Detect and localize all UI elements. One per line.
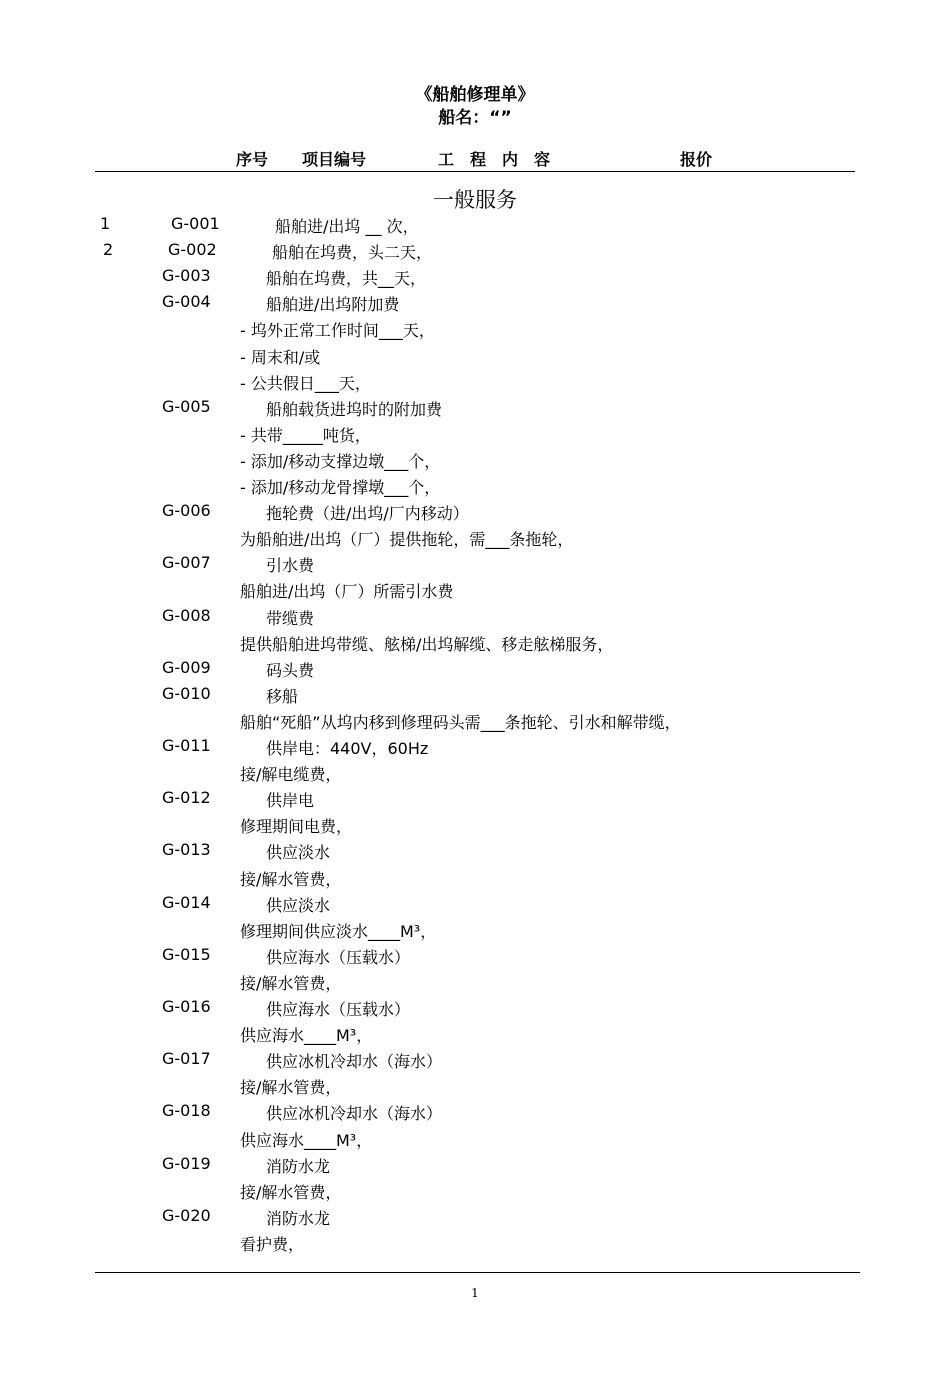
item-code: G-020	[162, 1205, 211, 1225]
list-item	[0, 214, 950, 240]
list-item	[0, 632, 950, 658]
list-item	[0, 762, 950, 788]
list-item	[0, 1180, 950, 1206]
item-description: - 添加/移动支撑边墩___个，	[240, 451, 441, 471]
list-item	[0, 814, 950, 840]
list-item	[0, 840, 950, 866]
list-item	[0, 684, 950, 710]
item-code: G-012	[162, 788, 211, 808]
item-code: G-005	[162, 396, 211, 416]
header-rule	[95, 171, 855, 172]
list-item	[0, 919, 950, 945]
item-code: G-001	[171, 214, 220, 233]
item-code: G-006	[162, 501, 211, 521]
item-name: 船舶在坞费，共__天，	[266, 269, 427, 289]
list-item	[0, 1154, 950, 1180]
item-code: G-009	[162, 657, 211, 677]
footer-rule	[95, 1272, 860, 1273]
list-item	[0, 266, 950, 292]
list-item	[0, 345, 950, 371]
item-code: G-018	[162, 1101, 211, 1121]
item-description: 修理期间供应淡水____M³，	[240, 921, 437, 941]
item-description: - 共带_____吨货，	[240, 425, 371, 445]
item-code: G-011	[162, 736, 211, 755]
list-item	[0, 501, 950, 527]
item-code: G-002	[168, 240, 217, 260]
item-code: G-017	[162, 1049, 211, 1069]
item-name: 船舶载货进坞时的附加费	[266, 399, 443, 419]
list-item	[0, 449, 950, 475]
list-item	[0, 1049, 950, 1075]
list-item	[0, 606, 950, 632]
item-code: G-010	[162, 683, 211, 703]
item-seq: 2	[103, 240, 114, 260]
list-item	[0, 1128, 950, 1154]
list-item	[0, 423, 950, 449]
item-code: G-014	[162, 892, 211, 912]
list-item	[0, 710, 950, 736]
section-title: 一般服务	[433, 188, 517, 212]
item-name: 供应海水（压载水）	[266, 1000, 411, 1019]
item-code: G-015	[162, 944, 211, 964]
item-description: 修理期间电费，	[240, 817, 353, 837]
header-item-code: 项目编号	[302, 150, 367, 169]
item-name: 供岸电：440V，60Hz	[266, 739, 429, 758]
item-description: 看护费，	[240, 1234, 305, 1254]
item-description: 船舶进/出坞（厂）所需引水费	[240, 582, 454, 602]
list-item	[0, 893, 950, 919]
header-price: 报价	[680, 150, 713, 169]
item-code: G-007	[162, 553, 211, 573]
list-item	[0, 240, 950, 266]
list-item	[0, 997, 950, 1023]
item-name: 消防水龙	[266, 1156, 331, 1176]
item-seq: 1	[100, 214, 111, 233]
ship-name: 船名：“”	[438, 108, 512, 128]
item-description: 接/解水管费，	[240, 1078, 342, 1098]
item-code: G-008	[162, 605, 211, 625]
list-item	[0, 658, 950, 684]
list-item	[0, 945, 950, 971]
item-description: - 周末和/或	[240, 347, 321, 367]
item-description: 接/解水管费，	[240, 869, 342, 889]
item-description: 接/解水管费，	[240, 973, 342, 993]
list-item	[0, 1101, 950, 1127]
item-description: 供应海水____M³，	[240, 1026, 373, 1046]
list-item	[0, 527, 950, 553]
item-description: - 公共假日___天，	[240, 373, 371, 393]
item-name: 供应海水（压载水）	[266, 947, 411, 967]
list-item	[0, 318, 950, 344]
item-name: 供应淡水	[266, 895, 331, 915]
list-item	[0, 788, 950, 814]
item-description: 为船舶进/出坞（厂）提供拖轮，需___条拖轮，	[240, 530, 574, 550]
item-code: G-019	[162, 1153, 211, 1173]
item-description: - 坞外正常工作时间___天，	[240, 321, 435, 341]
list-item	[0, 475, 950, 501]
item-description: - 添加/移动龙骨撑墩___个，	[240, 478, 441, 497]
list-item	[0, 1075, 950, 1101]
header-content: 工 程 内 容	[438, 150, 551, 169]
item-name: 供应冰机冷却水（海水）	[266, 1104, 443, 1124]
item-description: 提供船舶进坞带缆、舷梯/出坞解缆、移走舷梯服务，	[240, 634, 614, 654]
list-item	[0, 371, 950, 397]
list-item	[0, 867, 950, 893]
list-item	[0, 292, 950, 318]
header-seq: 序号	[236, 150, 269, 169]
list-item	[0, 736, 950, 762]
item-name: 船舶在坞费，头二天，	[272, 243, 433, 263]
list-item	[0, 553, 950, 579]
list-item	[0, 397, 950, 423]
item-code: G-016	[162, 997, 211, 1016]
item-name: 船舶进/出坞附加费	[266, 295, 400, 315]
item-name: 供岸电	[266, 791, 315, 811]
item-name: 移船	[266, 686, 299, 706]
item-description: 接/解电缆费，	[240, 765, 342, 785]
item-name: 船舶进/出坞 __ 次，	[275, 217, 419, 236]
item-description: 接/解水管费，	[240, 1182, 342, 1202]
list-item	[0, 579, 950, 605]
item-name: 带缆费	[266, 608, 315, 628]
item-code: G-004	[162, 292, 211, 312]
document-title: 《船舶修理单》	[415, 85, 535, 105]
item-name: 拖轮费（进/出坞/厂内移动）	[266, 504, 469, 524]
item-description: 供应海水____M³，	[240, 1130, 373, 1150]
list-item	[0, 1232, 950, 1258]
item-name: 引水费	[266, 556, 315, 576]
list-item	[0, 1206, 950, 1232]
page-number: 1	[471, 1286, 479, 1300]
item-name: 供应冰机冷却水（海水）	[266, 1052, 443, 1072]
item-name: 供应淡水	[266, 843, 331, 863]
item-description: 船舶“死船”从坞内移到修理码头需___条拖轮、引水和解带缆，	[240, 712, 681, 732]
item-code: G-013	[162, 840, 211, 860]
list-item	[0, 971, 950, 997]
item-name: 码头费	[266, 660, 315, 680]
item-name: 消防水龙	[266, 1208, 331, 1228]
list-item	[0, 1023, 950, 1049]
item-code: G-003	[162, 266, 211, 286]
